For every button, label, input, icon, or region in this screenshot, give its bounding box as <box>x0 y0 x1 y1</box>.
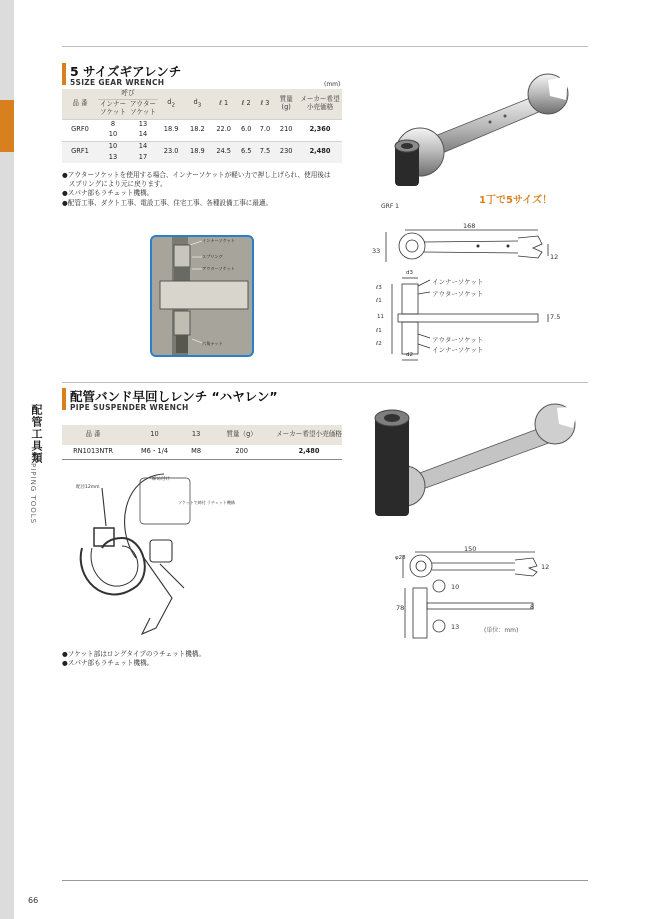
dim-length: 168 <box>463 222 476 230</box>
dim-thick: 12 <box>550 253 559 261</box>
section2-title-jp: 配管バンド早回しレンチ “ハヤレン” <box>70 389 278 404</box>
dim-l3: ℓ3 <box>376 285 382 291</box>
label-hex-nut: 六角ナット <box>202 341 223 346</box>
label-outer-socket: アウターソケット <box>202 266 236 271</box>
dim-l1a: ℓ1 <box>376 298 382 304</box>
rn-dimension-drawing <box>395 544 555 644</box>
dim-mid: 11 <box>377 314 384 320</box>
table-row: GRF1 10 14 23.0 18.9 24.5 6.5 7.5 230 2,480 <box>62 141 342 152</box>
dim-height: 33 <box>372 247 381 255</box>
col-mass: 質量 (g) <box>274 89 298 119</box>
label-spring: スプリング <box>202 254 223 259</box>
col-price: メーカー希望小売価格 <box>276 425 342 445</box>
dim-shank: 7.5 <box>550 313 561 321</box>
label-inner-socket: インナーソケット <box>202 238 236 243</box>
top-rule <box>62 46 588 47</box>
section1-notes: ●アウターソケットを使用する場合、インナーソケットが軽い力で押し上げられ、使用後は スプリングにより元に戻ります。 ●スパナ部もラチェット機構。 ●配管工事、ダクト工事、電設工事、住宅工事、各種設備工事に最適。 <box>62 171 331 207</box>
dim2-dia: φ28 <box>395 555 406 561</box>
section1-title-jp: 5 サイズギアレンチ <box>70 64 182 79</box>
col-inner: インナー ソケット <box>98 99 128 119</box>
illus-label-bolt: 配径12mm <box>76 485 100 490</box>
sidebar-category-en: PIPING TOOLS <box>29 463 37 525</box>
col-price: メーカー希望 小売価格 <box>298 89 342 119</box>
dim2-unit: (単位：mm) <box>484 627 519 634</box>
section1-title-en: 5SIZE GEAR WRENCH <box>70 78 165 87</box>
section-divider <box>62 382 588 383</box>
dim-l1b: ℓ1 <box>376 328 382 334</box>
section2-notes: ●ソケット部はロングタイプのラチェット機構。 ●スパナ部もラチェット機構。 <box>62 650 206 668</box>
col-l1: ℓ 1 <box>211 89 237 119</box>
grf1-caption: GRF 1 <box>381 203 399 210</box>
dim-label-inner-top: インナーソケット <box>432 278 484 286</box>
dim2-height: 78 <box>396 604 405 612</box>
col-nominal: 呼び <box>98 89 158 99</box>
col-part-no: 品 番 <box>62 89 98 119</box>
table-row: RN1013NTR M6・1/4 M8 200 2,480 <box>62 445 342 459</box>
dim-d2: d2 <box>406 352 413 358</box>
section1-title-bar <box>62 63 66 85</box>
rn1013ntr-product-photo <box>365 394 590 524</box>
dim-l2: ℓ2 <box>376 341 382 347</box>
section-tab-marker <box>0 100 14 152</box>
cutaway-leader-lines <box>188 235 268 353</box>
col-l2: ℓ 2 <box>237 89 256 119</box>
illus-label-right: ソケットで締付 ラチェット機構 <box>178 500 235 505</box>
dim-d3: d3 <box>406 270 413 276</box>
table-row: GRF0 8 13 18.9 18.2 22.0 6.0 7.0 210 2,360 <box>62 119 342 130</box>
sidebar-category-jp: 配管工具類 <box>30 404 43 464</box>
section2-title-bar <box>62 388 66 410</box>
footer-rule <box>62 880 588 881</box>
dim-label-outer-bot: アウターソケット <box>432 336 484 344</box>
gear-wrench-spec-table: 品 番 呼び $d_2$ $d_3$ ℓ 1 ℓ 2 ℓ 3 質量 (g) メーカー希望 小売価格 インナー ソケット アウター ソケット GRF0 8 13 18.9 18.2 22.0 6.0 7.0 210 2,360 10 14 GRF1 10 14 23.0 18.9 24.5 6.5 7.5 230 2,480 13 17 <box>62 89 342 163</box>
suspender-wrench-spec-table <box>62 425 342 460</box>
grf1-product-photo <box>370 66 590 206</box>
section2-title-en: PIPE SUSPENDER WRENCH <box>70 403 189 412</box>
dim2-length: 150 <box>464 545 477 553</box>
col-13: 13 <box>185 425 207 445</box>
tagline: 1丁で5サイズ！ <box>479 195 553 206</box>
dim2-s13: 13 <box>451 623 460 631</box>
illus-label-top: 締め付け <box>152 477 170 482</box>
dim2-s10: 10 <box>451 583 460 591</box>
col-d3: $d_3$ <box>184 89 210 119</box>
dim2-w: 8 <box>530 603 535 611</box>
dim2-thick: 12 <box>541 563 550 571</box>
usage-illustration <box>64 468 224 648</box>
col-mass: 質量（g） <box>207 425 276 445</box>
dim-label-outer-top: アウターソケット <box>432 290 484 298</box>
col-outer: アウター ソケット <box>128 99 158 119</box>
dim-label-inner-bot: インナーソケット <box>432 346 484 354</box>
col-d2: $d_2$ <box>158 89 184 119</box>
page-number: 66 <box>28 896 39 905</box>
col-l3: ℓ 3 <box>256 89 275 119</box>
unit-note: (mm) <box>324 81 341 88</box>
col-part-no: 品 番 <box>62 425 124 445</box>
col-10: 10 <box>124 425 185 445</box>
